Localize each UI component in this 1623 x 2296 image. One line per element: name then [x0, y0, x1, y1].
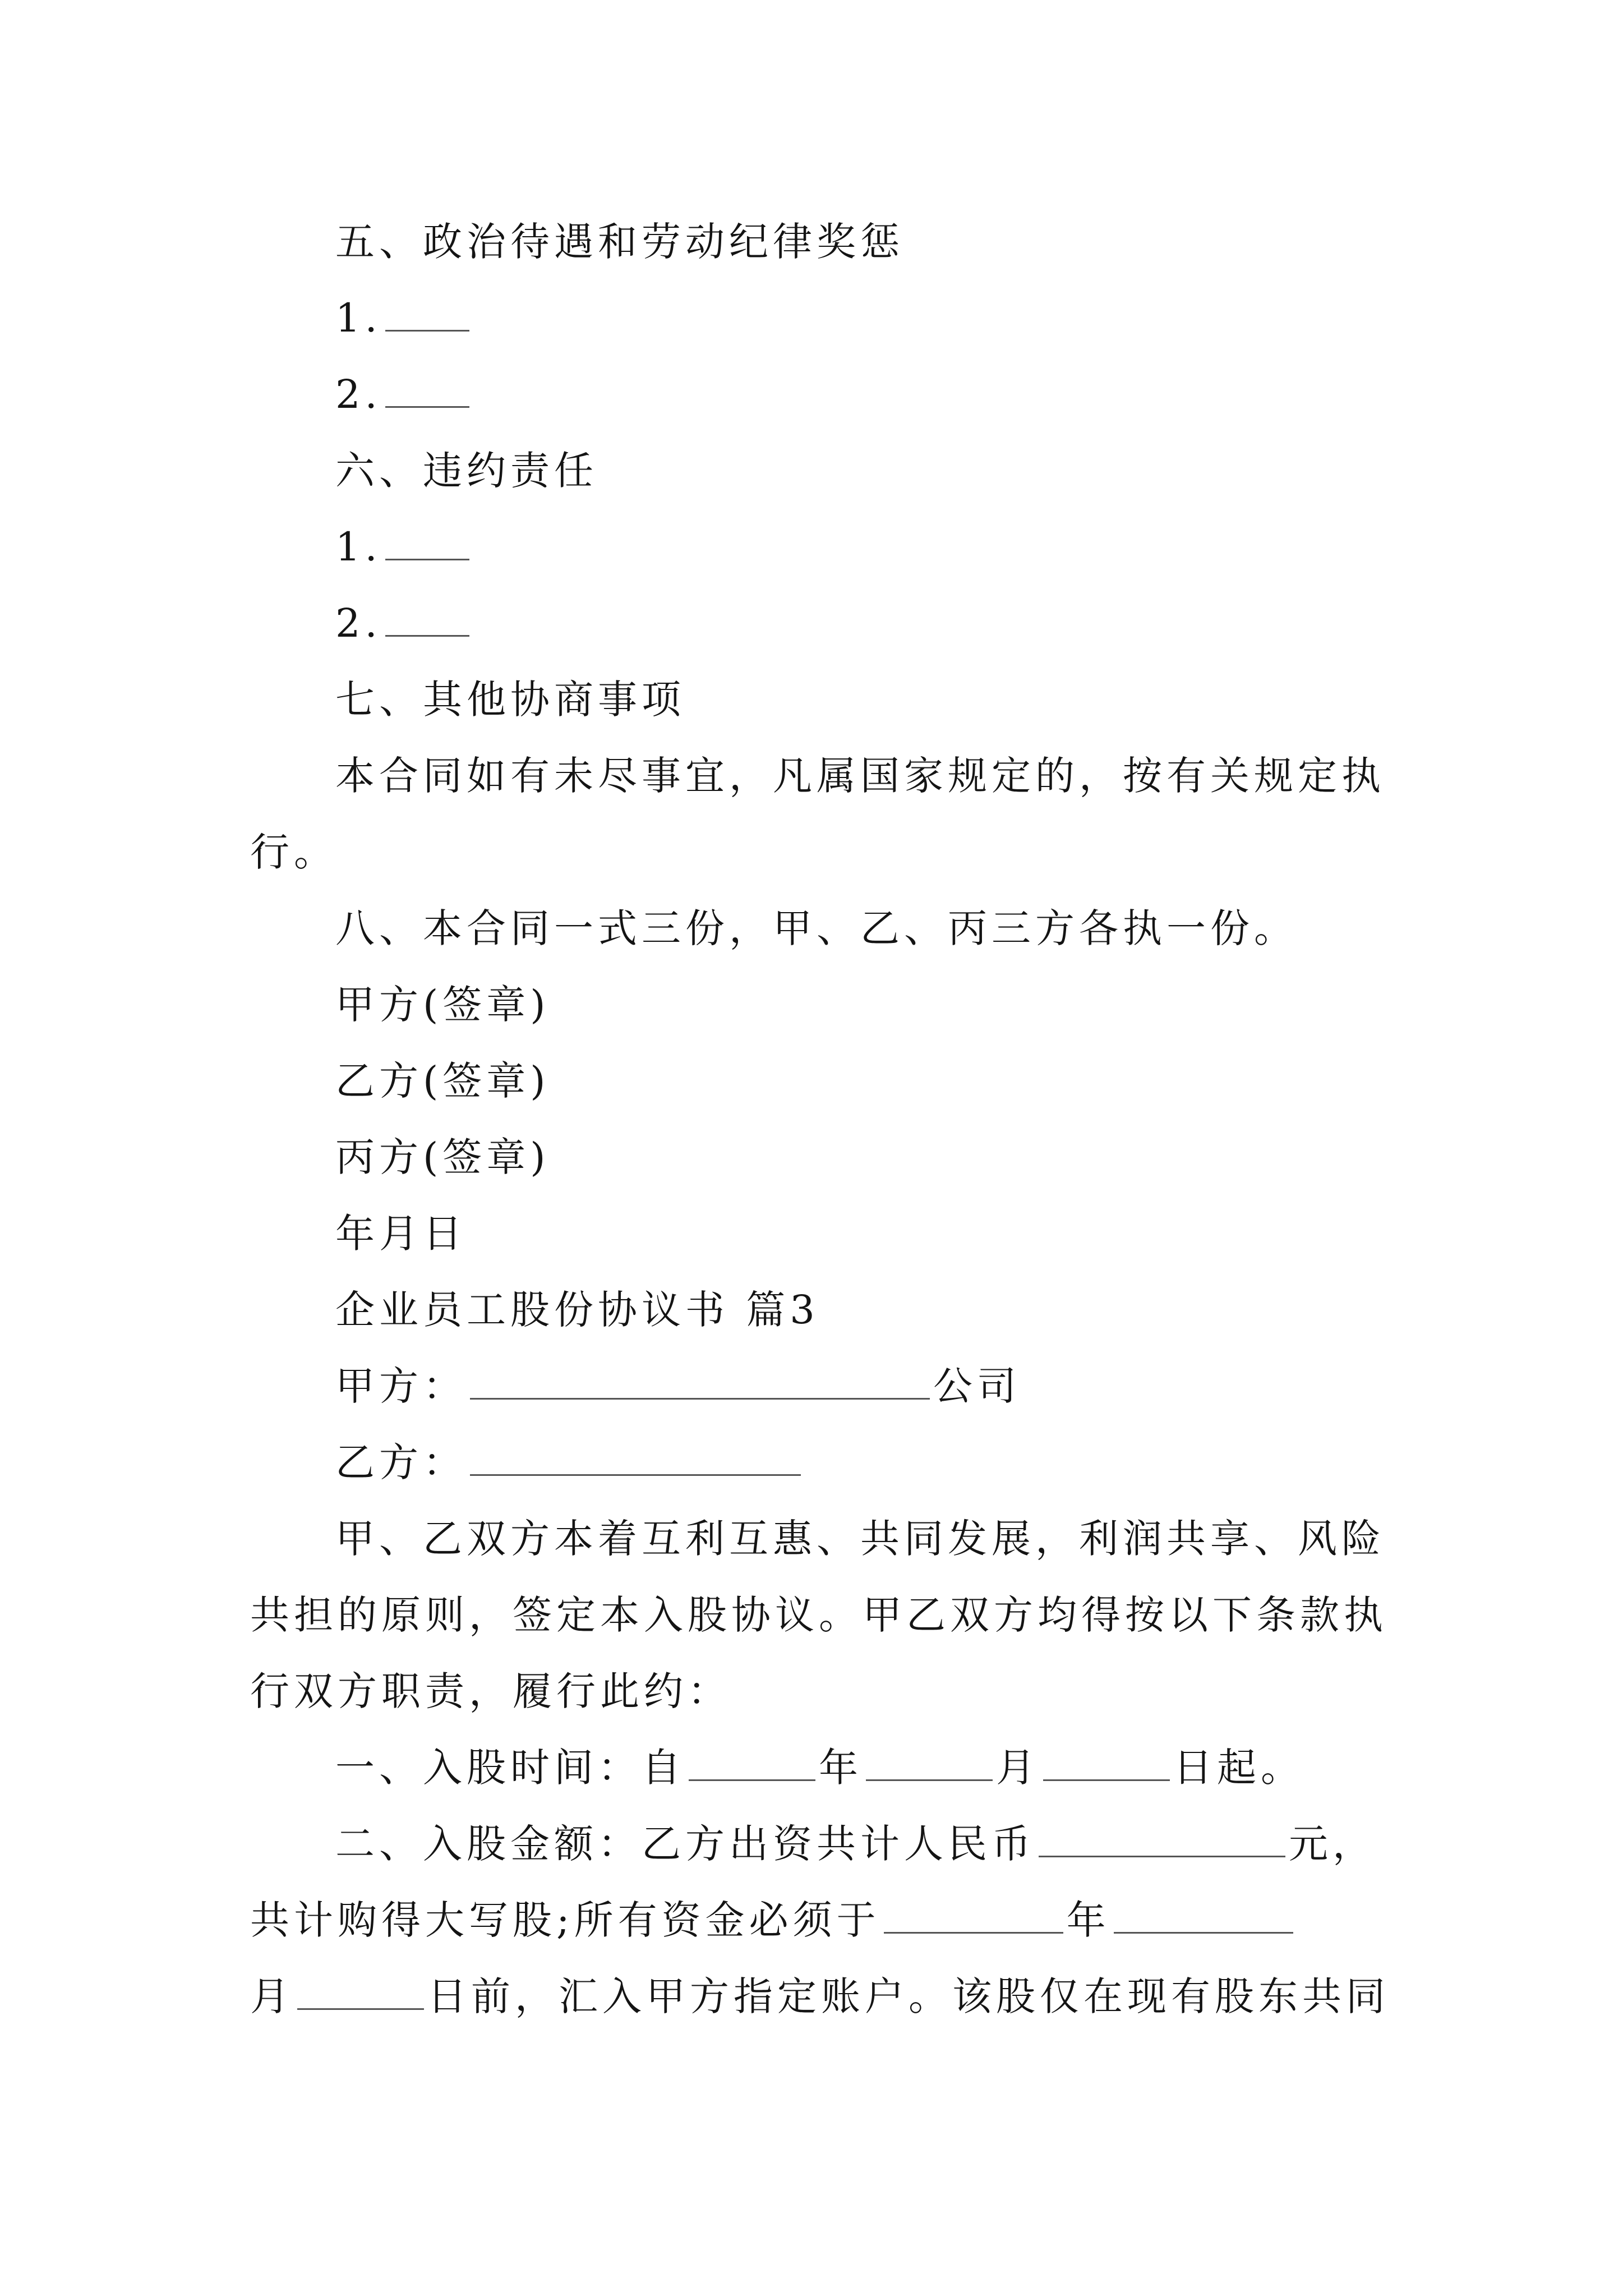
date-line: 年月日 [335, 1211, 467, 1257]
year-blank[interactable] [689, 1747, 815, 1781]
paragraph-line: 共计购得大写股;所有资金必须于 年 [250, 1895, 1297, 1945]
party-b-blank[interactable] [470, 1442, 801, 1476]
blank-field[interactable] [385, 374, 469, 408]
list-item: 1. [335, 522, 473, 572]
signature-party-b: 乙方(签章) [335, 1058, 550, 1104]
blank-field[interactable] [385, 297, 469, 332]
list-item: 2. [335, 369, 473, 420]
party-b-line: 乙方： [335, 1437, 804, 1488]
deadline-year-blank[interactable] [884, 1899, 1063, 1934]
deadline-day-blank[interactable] [297, 1976, 424, 2010]
party-a-line: 甲方： 公司 [335, 1363, 1021, 1409]
party-a-blank[interactable] [470, 1365, 930, 1400]
paragraph-line: 甲、乙双方本着互利互惠、共同发展，利润共享、风险 [335, 1516, 1385, 1562]
agreement-title: 企业员工股份协议书 篇3 [335, 1287, 819, 1333]
paragraph-line: 共担的原则，签定本入股协议。甲乙双方均得按以下条款执 [250, 1592, 1387, 1638]
amount-blank[interactable] [1039, 1823, 1285, 1857]
section-8-heading: 八、本合同一式三份，甲、乙、丙三方各执一份。 [335, 905, 1298, 951]
list-item: 2. [335, 598, 473, 648]
deadline-month-blank[interactable] [1114, 1899, 1293, 1934]
paragraph-line: 行双方职责，履行此约： [250, 1668, 731, 1714]
paragraph-line: 行。 [250, 829, 338, 875]
signature-party-a: 甲方(签章) [335, 982, 550, 1028]
section-6-heading: 六、违约责任 [335, 448, 598, 494]
clause-1-line: 一、入股时间：自 年 月 日起。 [335, 1745, 1304, 1791]
section-5-heading: 五、政治待遇和劳动纪律奖惩 [335, 219, 904, 265]
paragraph-line: 本合同如有未尽事宜，凡属国家规定的，按有关规定执 [335, 753, 1385, 799]
paragraph-line: 月 日前，汇入甲方指定账户。该股仅在现有股东共同 [250, 1973, 1390, 2019]
blank-field[interactable] [385, 602, 469, 637]
day-blank[interactable] [1043, 1747, 1170, 1781]
blank-field[interactable] [385, 526, 469, 560]
month-blank[interactable] [866, 1747, 993, 1781]
clause-2-line: 二、入股金额：乙方出资共计人民币 元， [335, 1821, 1376, 1867]
section-7-heading: 七、其他协商事项 [335, 677, 685, 723]
list-item: 1. [335, 293, 473, 343]
signature-party-c: 丙方(签章) [335, 1134, 550, 1180]
